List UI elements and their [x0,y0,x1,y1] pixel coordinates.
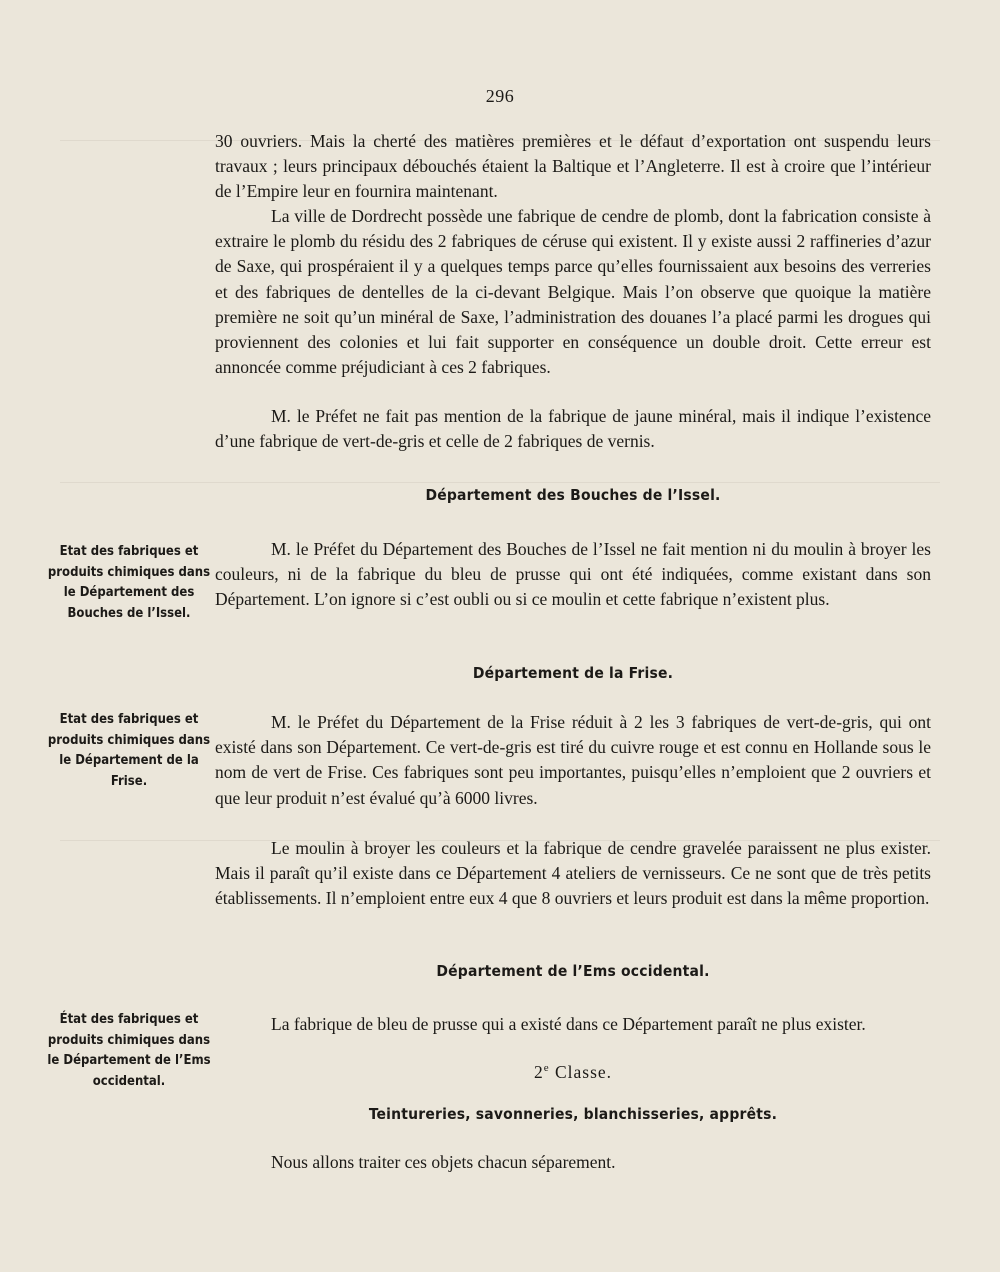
margin-note-frise: Etat des fabriques et produits chimiques dans le Département de la Frise. [47,712,211,789]
paragraph-issel: M. le Préfet du Département des Bouches de l’Issel ne fait mention ni du moulin à broyer les couleurs, ni de la fabrique du bleu de prusse qui ont été indiquées, comme existant dans son Département. L’on ignore si c’est oubli ou si ce moulin et cette fabrique n’existent plus. [215,539,931,610]
classe-superscript: e [543,1062,550,1075]
margin-note-issel: Etat des fabriques et produits chimiques dans le Département des Bouches de l’Issel. [47,544,211,621]
margin-note-ems: État des fabriques et produits chimiques dans le Département de l’Ems occidental. [47,1012,211,1089]
paragraph-prefet-jaune: M. le Préfet ne fait pas mention de la fabrique de jaune minéral, mais il indique l’existence d’une fabrique de vert-de-gris et celle de 2 fabriques de vernis. [215,406,931,452]
heading-ems-occidental: Département de l’Ems occidental. [436,962,710,980]
page-number: 296 [485,86,515,106]
paragraph-ems: La fabrique de bleu de prusse qui a existé dans ce Département paraît ne plus exister. [271,1014,866,1034]
heading-classe [215,1062,931,1083]
paragraph-frise: M. le Préfet du Département de la Frise réduit à 2 les 3 fabriques de vert-de-gris, qui ont existé dans son Département. Ce vert-de-gris est tiré du cuivre rouge et est connu en Hollande sous le nom de vert de Frise. Ces fabriques sont peu importantes, puisqu’elles n’emploient que 2 ouvriers et que leur produit n’est évalué qu’à 6000 livres. [215,712,931,808]
heading-bouches-issel: Département des Bouches de l’Issel. [425,486,721,504]
paragraph-moulin: Le moulin à broyer les couleurs et la fabrique de cendre gravelée paraissent ne plus exister. Mais il paraît qu’il existe dans ce Département 4 ateliers de vernisseurs. Ce ne sont que de très petits établissements. Il n’emploient entre eux 4 que 8 ouvriers et leurs produit est dans la même proportion. [215,838,931,909]
show-through-line [60,482,940,483]
paragraph-dordrecht: La ville de Dordrecht possède une fabrique de cendre de plomb, dont la fabrication consiste à extraire le plomb du résidu des 2 fabriques de céruse qui existent. Il y existe aussi 2 raffineries d’azur de Saxe, qui prospéraient il y a quelques temps parce qu’elles fournissaient aux besoins des verreries et des fabriques de dentelles de la ci-devant Belgique. Mais l’on observe que quoique la matière première ne soit qu’un minéral de Saxe, l’administration des douanes l’a placé parmi les drogues qui proviennent des colonies et lui fait supporter en conséquence un double droit. Cette erreur est annoncée comme préjudiciant à ces 2 fabriques. [215,206,931,378]
classe-number: 2 [533,1062,544,1082]
heading-frise: Département de la Frise. [472,664,674,682]
paragraph-nous-allons: Nous allons traiter ces objets chacun séparement. [271,1152,616,1172]
classe-word: Classe. [549,1062,613,1082]
heading-teintureries: Teintureries, savonneries, blanchisseries, apprêts. [368,1105,778,1123]
paragraph-ouvriers: 30 ouvriers. Mais la cherté des matières premières et le défaut d’exportation ont suspendu leurs travaux ; leurs principaux débouchés étaient la Baltique et l’Angleterre. Il est à croire que l’intérieur de l’Empire leur en fournira maintenant. [215,131,931,202]
